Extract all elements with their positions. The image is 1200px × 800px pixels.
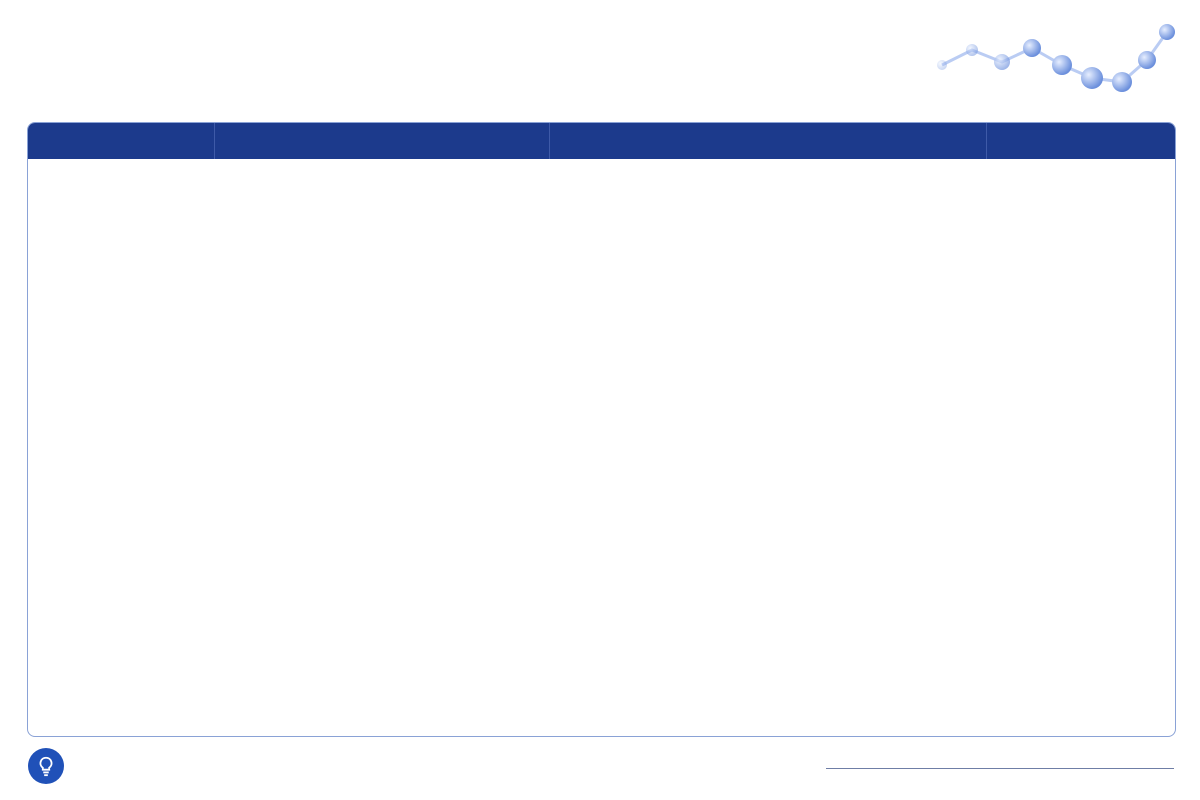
column-header-category	[28, 123, 215, 159]
column-header-considerations	[550, 123, 987, 159]
peptide-chain-illustration	[932, 10, 1182, 105]
notes-input-line[interactable]	[826, 768, 1174, 769]
column-header-criteria	[215, 123, 550, 159]
checklist-table	[27, 122, 1176, 737]
table-header	[28, 123, 1175, 159]
lightbulb-icon	[28, 748, 64, 784]
column-header-meets-requirement	[987, 123, 1176, 159]
